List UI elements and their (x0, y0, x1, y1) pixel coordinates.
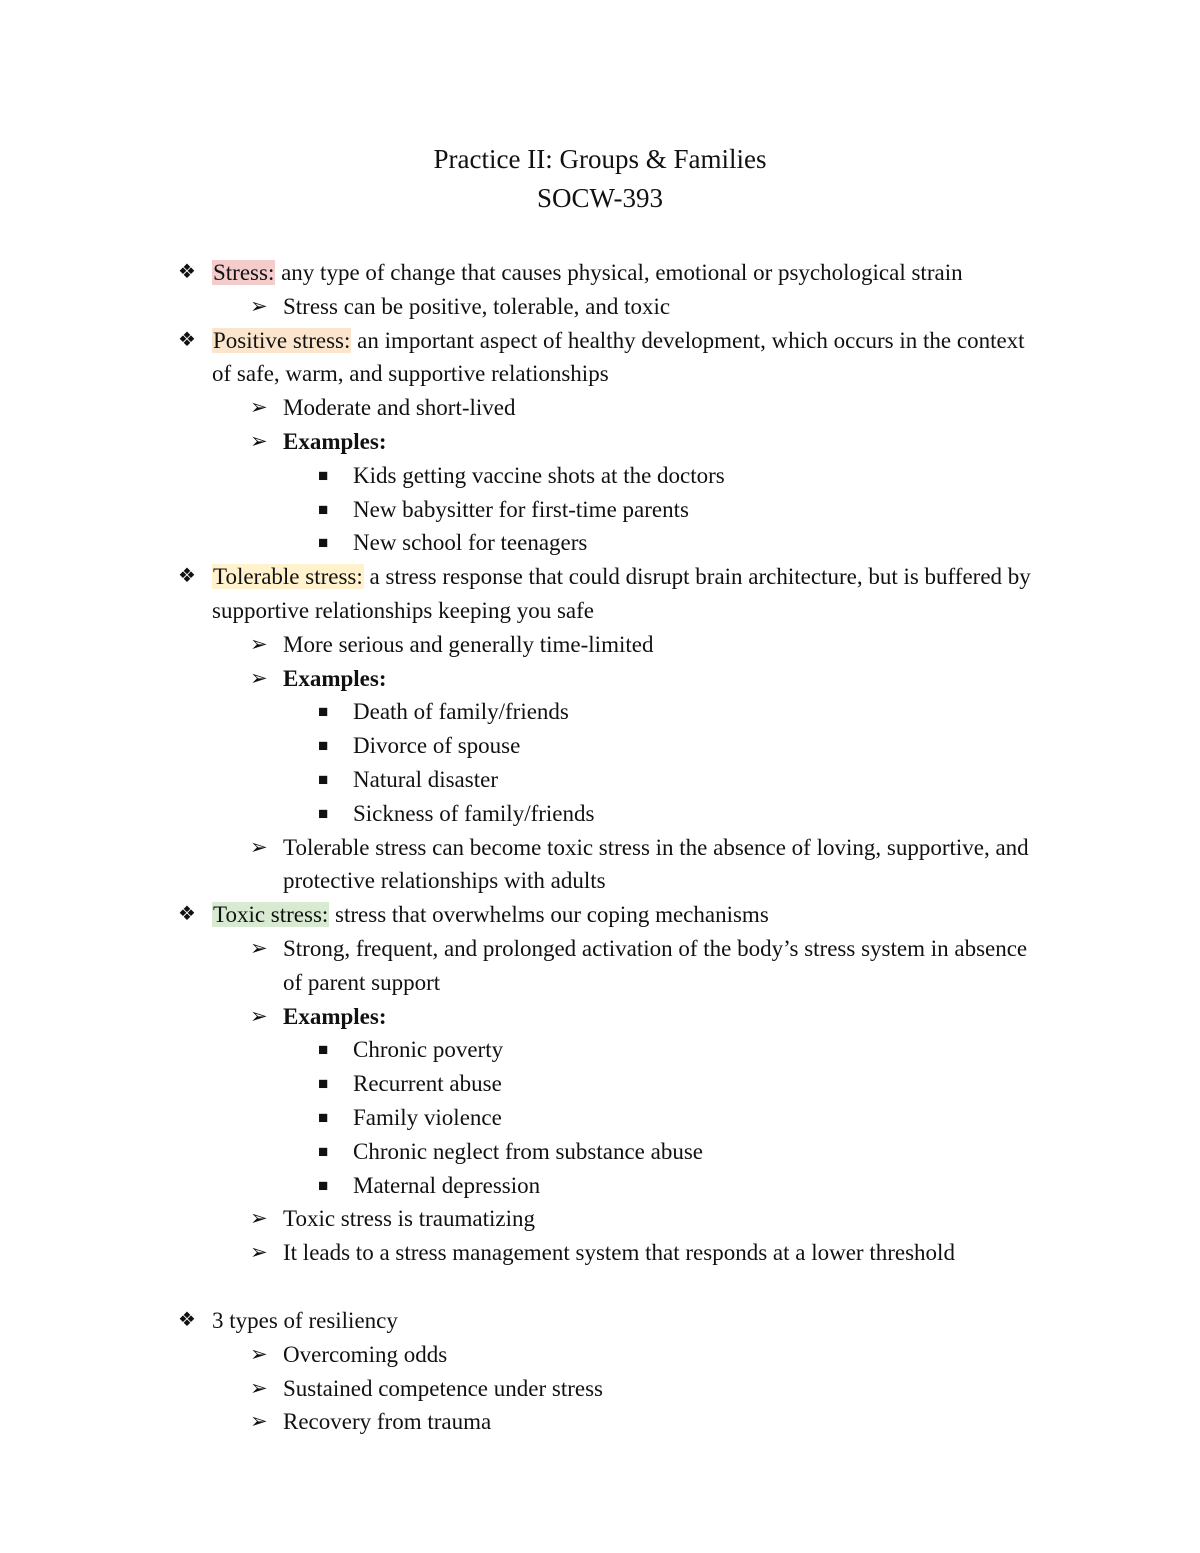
example-text: Natural disaster (353, 766, 498, 792)
document-title: Practice II: Groups & Families (433, 144, 767, 174)
square-bullet-icon: ■ (318, 736, 329, 756)
arrow-bullet-icon: ➢ (250, 1375, 268, 1400)
example-text: Family violence (353, 1104, 502, 1130)
square-bullet-icon: ■ (318, 1141, 329, 1161)
list-item (0, 1338, 1200, 1372)
notes-content (0, 256, 1200, 1439)
list-item (0, 1169, 1200, 1203)
resiliency-heading (0, 1304, 1200, 1338)
arrow-bullet-icon: ➢ (250, 631, 268, 656)
arrow-bullet-icon: ➢ (250, 293, 268, 318)
square-bullet-icon: ■ (318, 465, 329, 485)
resiliency-type: Sustained competence under stress (283, 1375, 603, 1401)
square-bullet-icon: ■ (318, 1040, 329, 1060)
list-item (0, 1202, 1200, 1236)
arrow-bullet-icon: ➢ (250, 665, 268, 690)
list-item (0, 290, 1200, 324)
list-item (0, 797, 1200, 831)
list-item (0, 1067, 1200, 1101)
example-text: Chronic poverty (353, 1037, 504, 1063)
arrow-bullet-icon: ➢ (250, 935, 268, 960)
list-item (0, 932, 1200, 1000)
stress-point: Stress can be positive, tolerable, and toxic (283, 293, 671, 319)
list-item (0, 1405, 1200, 1439)
square-bullet-icon: ■ (318, 702, 329, 722)
examples-label: Examples: (283, 428, 387, 454)
square-bullet-icon: ■ (318, 803, 329, 823)
arrow-bullet-icon: ➢ (250, 1240, 268, 1265)
example-text: Divorce of spouse (353, 733, 521, 759)
square-bullet-icon: ■ (318, 769, 329, 789)
examples-label: Examples: (283, 665, 387, 691)
toxic-stress-definition (0, 898, 1200, 932)
diamond-bullet-icon: ❖ (178, 1308, 196, 1331)
resiliency-heading-text: 3 types of resiliency (212, 1307, 398, 1333)
diamond-bullet-icon: ❖ (178, 903, 196, 926)
blank-line (0, 1270, 1200, 1304)
diamond-bullet-icon: ❖ (178, 261, 196, 283)
example-text: Kids getting vaccine shots at the doctors (353, 462, 725, 488)
square-bullet-icon: ■ (318, 1107, 329, 1127)
toxic-stress-point: Toxic stress is traumatizing (283, 1206, 535, 1232)
example-text: Maternal depression (353, 1172, 541, 1198)
tolerable-stress-point: Tolerable stress can become toxic stress in the absence of loving, supportive, and protective relationships with adults (283, 834, 1029, 894)
resiliency-type: Overcoming odds (283, 1341, 448, 1367)
examples-label: Examples: (283, 1003, 387, 1029)
tolerable-stress-point: More serious and generally time-limited (283, 631, 654, 657)
example-text: Recurrent abuse (353, 1071, 502, 1097)
list-item (0, 695, 1200, 729)
example-text: Death of family/friends (353, 699, 569, 725)
toxic-stress-point: It leads to a stress management system that responds at a lower threshold (283, 1240, 955, 1266)
list-item (0, 391, 1200, 425)
diamond-bullet-icon: ❖ (178, 565, 196, 588)
example-text: Sickness of family/friends (353, 800, 595, 826)
diamond-bullet-icon: ❖ (178, 328, 196, 351)
document-header (0, 140, 1200, 218)
list-item (0, 763, 1200, 797)
arrow-bullet-icon: ➢ (250, 834, 268, 859)
positive-stress-term: Positive stress: (213, 327, 351, 353)
square-bullet-icon: ■ (318, 1074, 329, 1094)
stress-term: Stress: (213, 260, 275, 285)
positive-stress-definition-text: an important aspect of healthy development, which occurs in the context of safe, warm, and supportive relationships (212, 327, 1025, 387)
example-text: New school for teenagers (353, 530, 588, 556)
toxic-stress-definition-text: stress that overwhelms our coping mechanisms (329, 902, 769, 928)
list-item (0, 1236, 1200, 1270)
toxic-stress-point: Strong, frequent, and prolonged activation of the body’s stress system in absence of parent support (283, 935, 1028, 995)
list-item (0, 628, 1200, 662)
tolerable-stress-term: Tolerable stress: (213, 564, 363, 590)
list-item (0, 1033, 1200, 1067)
toxic-stress-term: Toxic stress: (213, 902, 329, 928)
arrow-bullet-icon: ➢ (250, 1206, 268, 1231)
tolerable-stress-definition-text: a stress response that could disrupt brain architecture, but is buffered by supportive relationships keeping you safe (212, 564, 1031, 623)
tolerable-stress-definition (0, 560, 1200, 628)
arrow-bullet-icon: ➢ (250, 1341, 268, 1366)
examples-heading (0, 662, 1200, 696)
list-item (0, 1101, 1200, 1135)
list-item (0, 831, 1200, 899)
list-item (0, 1372, 1200, 1406)
arrow-bullet-icon: ➢ (250, 395, 268, 420)
arrow-bullet-icon: ➢ (250, 1003, 268, 1028)
resiliency-type: Recovery from trauma (283, 1409, 492, 1435)
example-text: New babysitter for first-time parents (353, 496, 689, 522)
stress-definition (0, 256, 1200, 290)
examples-heading (0, 1000, 1200, 1034)
examples-heading (0, 425, 1200, 459)
arrow-bullet-icon: ➢ (250, 1409, 268, 1434)
example-text: Chronic neglect from substance abuse (353, 1138, 703, 1164)
list-item (0, 493, 1200, 527)
square-bullet-icon: ■ (318, 499, 329, 519)
square-bullet-icon: ■ (318, 533, 329, 553)
list-item (0, 526, 1200, 560)
list-item (0, 729, 1200, 763)
positive-stress-point: Moderate and short-lived (283, 395, 516, 421)
square-bullet-icon: ■ (318, 1175, 329, 1195)
course-code: SOCW-393 (536, 183, 663, 213)
list-item (0, 459, 1200, 493)
positive-stress-definition (0, 324, 1200, 392)
list-item (0, 1135, 1200, 1169)
stress-definition-text: any type of change that causes physical, emotional or psychological strain (275, 260, 963, 285)
arrow-bullet-icon: ➢ (250, 428, 268, 453)
